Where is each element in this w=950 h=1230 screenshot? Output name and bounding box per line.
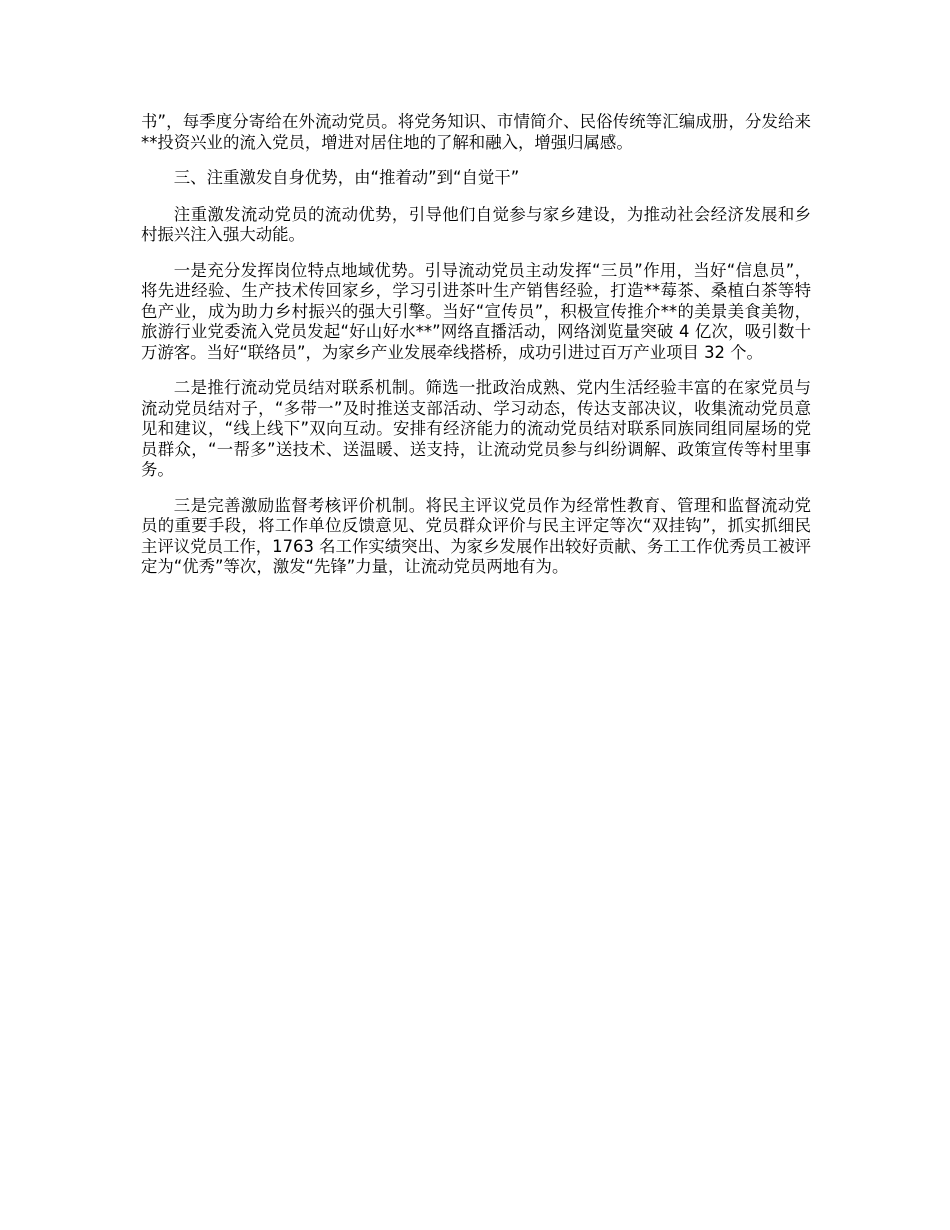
section-intro-paragraph: 注重激发流动党员的流动优势，引导他们自觉参与家乡建设，为推动社会经济发展和乡村振兴注入强大动能。 bbox=[141, 204, 811, 244]
document-body bbox=[141, 112, 811, 593]
paragraph-incentive-mechanism: 三是完善激励监督考核评价机制。将民主评议党员作为经常性教育、管理和监督流动党员的重要手段，将工作单位反馈意见、党员群众评价与民主评定等次“双挂钩”，抓实抓细民主评议党员工作，1763 名工作实绩突出、为家乡发展作出较好贡献、务工工作优秀员工被评定为“优秀”等次，激发“先锋”力量，让流动党员两地有为。 bbox=[141, 495, 811, 576]
section-heading: 三、注重激发自身优势，由“推着动”到“自觉干” bbox=[173, 168, 520, 187]
paragraph-continuation: 书”，每季度分寄给在外流动党员。将党务知识、市情简介、民俗传统等汇编成册，分发给来**投资兴业的流入党员，增进对居住地的了解和融入，增强归属感。 bbox=[141, 112, 811, 152]
paragraph-pairing-mechanism: 二是推行流动党员结对联系机制。筛选一批政治成熟、党内生活经验丰富的在家党员与流动党员结对子，“多带一”及时推送支部活动、学习动态，传达支部决议，收集流动党员意见和建议，“线上线下”双向互动。安排有经济能力的流动党员结对联系同族同组同屋场的党员群众，“一帮多”送技术、送温暖、送支持，让流动党员参与纠纷调解、政策宣传等村里事务。 bbox=[141, 378, 811, 479]
paragraph-advantage: 一是充分发挥岗位特点地域优势。引导流动党员主动发挥“三员”作用，当好“信息员”，将先进经验、生产技术传回家乡，学习引进茶叶生产销售经验，打造**莓茶、桑植白茶等特色产业，成为助力乡村振兴的强大引擎。当好“宣传员”，积极宣传推介**的美景美食美物，旅游行业党委流入党员发起“好山好水**”网络直播活动，网络浏览量突破 4 亿次，吸引数十万游客。当好“联络员”，为家乡产业发展牵线搭桥，成功引进过百万产业项目 32 个。 bbox=[141, 260, 811, 362]
